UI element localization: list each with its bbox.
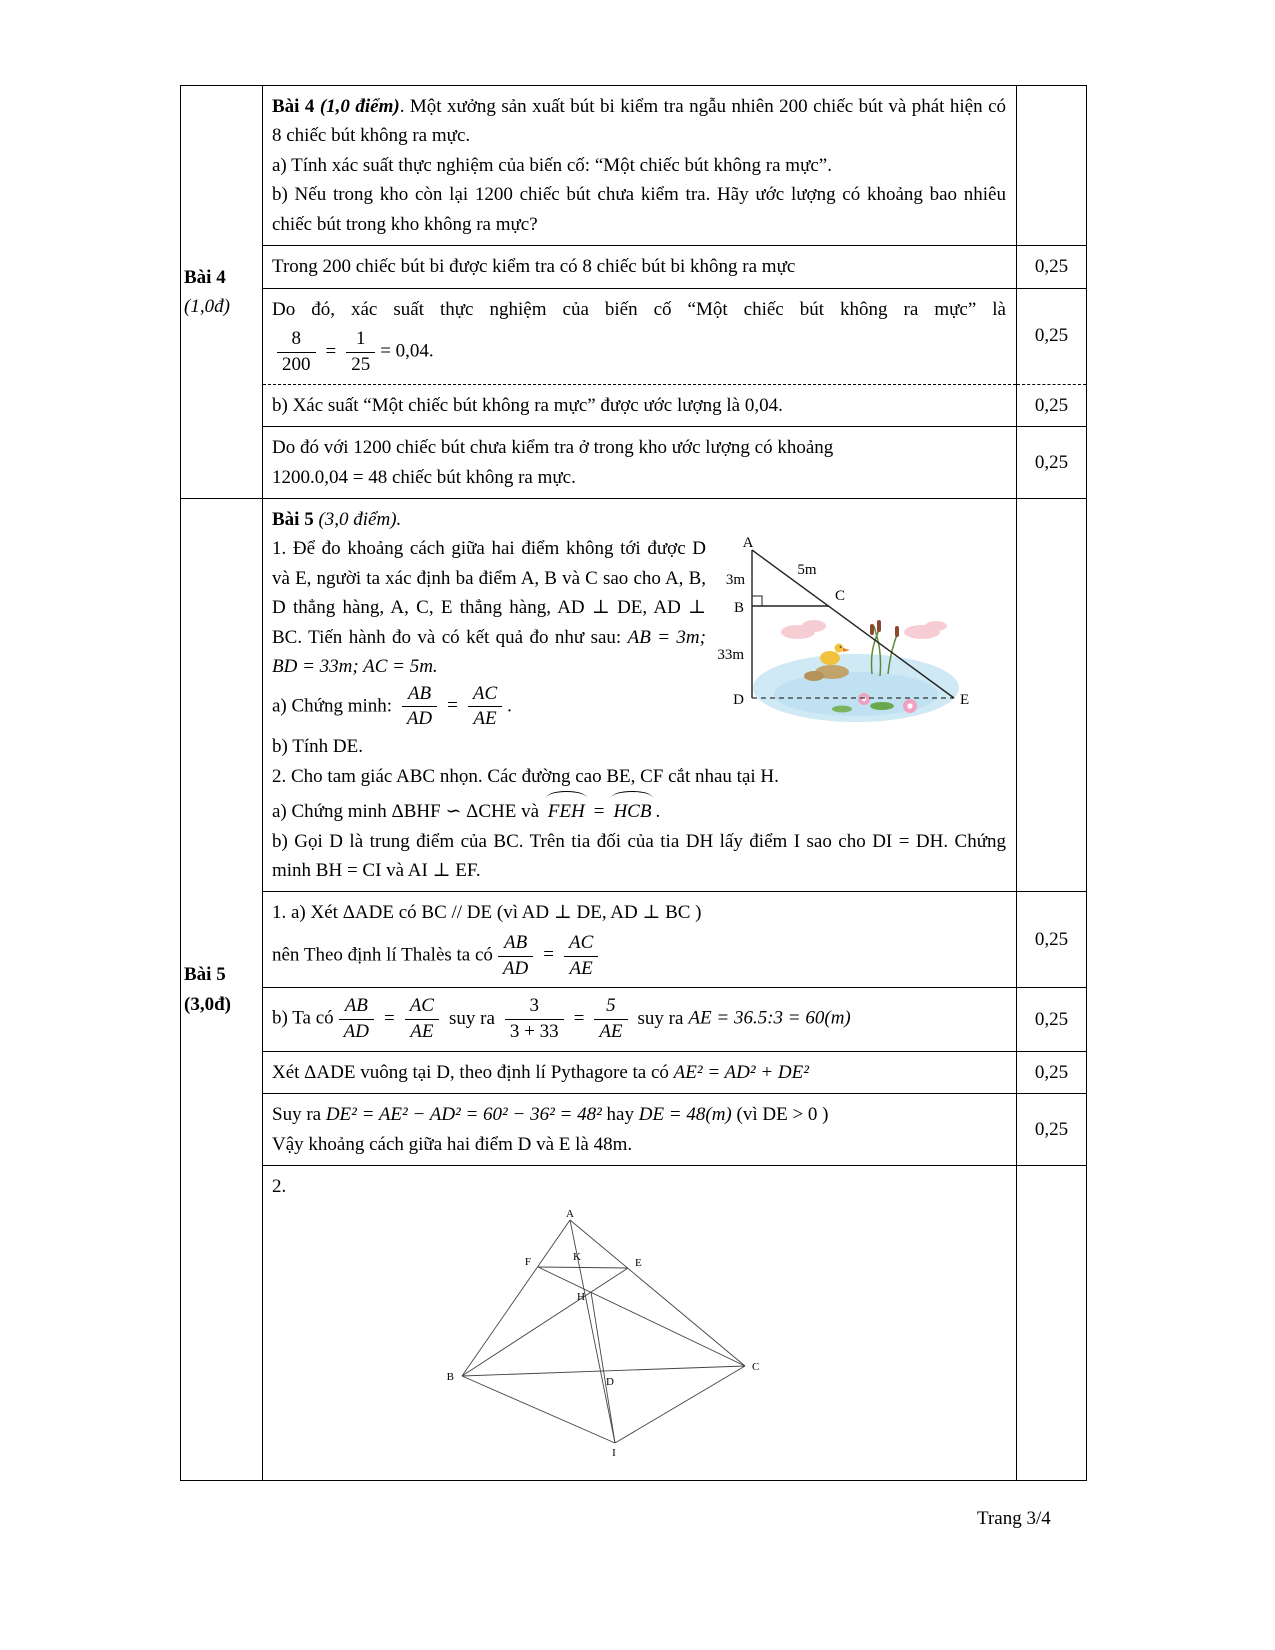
fraction-denominator: AE [410, 1021, 434, 1043]
fraction [468, 683, 502, 732]
fraction [564, 932, 598, 981]
label-B: B [733, 600, 744, 617]
bai4-intro-text: . Một xưởng sản xuất bút bi kiểm tra ngẫu nhiên 200 chiếc bút và phát hiện có 8 chiếc bút không ra mực. [272, 96, 1006, 147]
fraction-denominator: AE [599, 1021, 623, 1043]
fraction [277, 328, 316, 377]
bai5-label-cell [181, 498, 263, 1480]
bai5-s2-cell [263, 988, 1017, 1052]
bai4-r3-points: 0,25 [1017, 384, 1087, 426]
bai5-s3-line [272, 1058, 1006, 1087]
label-5m: 5m [797, 562, 817, 579]
fraction-denominator: 200 [282, 353, 311, 375]
bai5-s4-pre: Suy ra [272, 1104, 326, 1126]
bai5-p1-measurements: AB = 3m; BD = 33m; AC = 5m. [272, 626, 706, 678]
bai5-statement-cell [263, 498, 1017, 891]
bai5-s4-tail: (vì DE > 0 ) [731, 1104, 829, 1126]
label-K: K [573, 1250, 581, 1263]
label-C: C [835, 588, 846, 605]
fraction [405, 995, 439, 1044]
label-E: E [635, 1256, 642, 1269]
bai5-s3-pre: Xét ΔADE vuông tại D, theo định lí Pythagore ta có [272, 1062, 674, 1083]
bai5-s4-line1 [272, 1100, 1006, 1129]
bai5-problem-2b: b) Gọi D là trung điểm của BC. Trên tia đối của tia DH lấy điểm I sao cho DI = DH. Chứng minh BH = CI và AI ⊥ EF. [272, 830, 1006, 881]
bai5-label: Bài 5 [184, 964, 226, 986]
label-33m: 33m [717, 647, 744, 664]
bai5-title: Bài 5 [272, 508, 319, 530]
bai5-p1-text: 1. Để đo khoảng cách giữa hai điểm không tới được D và E, người ta xác định ba điểm A, B và C sao cho A, B, D thẳng hàng, A, C, E thẳng hàng, AD ⊥ DE, AD ⊥ BC. Tiến hành đo và có kết quả đo như sau: [272, 538, 706, 648]
fraction [339, 995, 374, 1044]
bai5-s5-cell [263, 1166, 1017, 1481]
equals-sign: = [543, 944, 554, 966]
bai4-title-note: (1,0 điểm) [319, 96, 400, 117]
figure2-labels [447, 1208, 760, 1459]
bai4-r1-points: 0,25 [1017, 246, 1087, 288]
bai5-row-3 [181, 1052, 1087, 1094]
bai4-statement-intro [272, 92, 1006, 151]
segment-HI [591, 1292, 615, 1443]
altitude-BE [462, 1268, 628, 1376]
bai4-r2-tail: = 0,04. [380, 340, 434, 362]
fraction-denominator: 3 + 33 [509, 1021, 559, 1043]
bai4-label-cell [181, 86, 263, 499]
page-number: Trang 3/4 [977, 1508, 1051, 1529]
bai4-r2-points: 0,25 [1017, 288, 1087, 384]
bai5-pa-pre: a) Chứng minh: [272, 695, 397, 717]
bai5-s2-pre: b) Ta có [272, 1008, 334, 1030]
equals-sign: = [573, 1008, 585, 1030]
bai5-s2-tail: AE = 36.5:3 = 60(m) [688, 1008, 851, 1030]
bai4-row-4 [181, 427, 1087, 499]
bai5-s4-eq1: DE² = AE² − AD² = 60² − 36² = 48² [325, 1104, 602, 1126]
bai5-row-4 [181, 1094, 1087, 1166]
bai5-s1-line2 [272, 931, 1006, 982]
fraction-denominator: AE [569, 957, 593, 979]
equals-sign: = [447, 695, 458, 717]
fraction-denominator: 25 [351, 353, 371, 375]
bai5-s1-line1: 1. a) Xét ΔADE có BC // DE (vì AD ⊥ DE, AD ⊥ BC ) [272, 902, 702, 924]
fraction-numerator: AC [405, 995, 439, 1020]
label-D: D [606, 1375, 614, 1388]
bai4-row-2 [181, 288, 1087, 384]
fraction-numerator: AC [564, 932, 598, 957]
bai4-r2-math [272, 327, 1006, 378]
bai5-s1-points: 0,25 [1017, 892, 1087, 988]
bai5-s3-equation: AE² = AD² + DE² [673, 1062, 809, 1083]
bai5-row-1 [181, 892, 1087, 988]
bai5-s4-points: 0,25 [1017, 1094, 1087, 1166]
fraction-denominator: AD [502, 957, 529, 979]
pond-triangle-figure [714, 536, 1004, 728]
segment-EF [538, 1267, 628, 1268]
rock-small [804, 671, 824, 681]
bai5-row-5 [181, 1166, 1087, 1481]
angle-FEH: FEH [545, 791, 588, 826]
bai5-label-note: (3,0đ) [184, 993, 231, 1015]
bai5-s2-mid1: suy ra [448, 1008, 495, 1030]
label-3m: 3m [725, 572, 745, 589]
altitude-CF [538, 1267, 745, 1366]
bai4-r4-line2: 1200.0,04 = 48 chiếc bút không ra mực. [272, 466, 576, 488]
bai5-s4-mid: hay [601, 1104, 639, 1126]
fraction-numerator: AB [402, 683, 437, 708]
angle-HCB: HCB [610, 791, 654, 826]
fraction [498, 932, 533, 981]
lily-pad [870, 702, 894, 710]
lily-pad [832, 706, 852, 713]
segment-AC [570, 1220, 745, 1366]
bai5-s4-cell [263, 1094, 1017, 1166]
bai5-part-b: b) Tính DE. [272, 736, 363, 758]
fraction-numerator: 8 [277, 328, 316, 353]
segment-AB [462, 1220, 570, 1376]
bai4-row-3 [181, 384, 1087, 426]
label-I: I [612, 1446, 616, 1459]
bai5-p2a-pre: a) Chứng minh ΔBHF ∽ ΔCHE và [272, 801, 544, 823]
bai4-part-b: b) Nếu trong kho còn lại 1200 chiếc bút chưa kiểm tra. Hãy ước lượng có khoảng bao nhiêu chiếc bút trong kho không ra mực? [272, 184, 1006, 235]
bai4-r3-cell [263, 384, 1017, 426]
pink-clouds [781, 620, 947, 639]
figure2-lines [462, 1220, 745, 1443]
bai4-title: Bài 4 [272, 96, 320, 117]
bai4-r4-points: 0,25 [1017, 427, 1087, 499]
bai5-s4-eq2: DE = 48(m) [638, 1104, 732, 1126]
bai5-title-note: (3,0 điểm). [318, 508, 402, 530]
bai5-s5-text: 2. [272, 1176, 287, 1198]
bai4-label-note: (1,0đ) [184, 295, 230, 317]
bai4-r4-line1: Do đó với 1200 chiếc bút chưa kiểm tra ở trong kho ước lượng có khoảng [272, 437, 834, 459]
label-F: F [524, 1255, 531, 1268]
segment-BI [462, 1376, 615, 1443]
bai5-statement-points-cell [1017, 498, 1087, 891]
fraction-denominator: AD [343, 1021, 369, 1043]
label-H: H [577, 1290, 585, 1303]
bai5-p2a-end: . [655, 801, 661, 823]
fraction-denominator: AE [473, 708, 497, 730]
bai4-row-1 [181, 246, 1087, 288]
fraction-denominator: AD [406, 708, 433, 730]
bai5-s1-pre: nên Theo định lí Thalès ta có [272, 944, 493, 966]
label-A: A [566, 1207, 574, 1220]
equals-sign: = [593, 801, 605, 823]
bai4-statement-cell [263, 86, 1017, 246]
fraction-numerator: 5 [594, 995, 627, 1020]
label-E: E [960, 692, 970, 709]
label-C: C [752, 1360, 760, 1373]
right-angle-marker [752, 596, 762, 606]
equals-sign: = [383, 1008, 395, 1030]
bai5-s5-points-cell [1017, 1166, 1087, 1481]
bai5-s2-line [272, 994, 1006, 1045]
bai4-statement-points-cell [1017, 86, 1087, 246]
bai4-r1-text: Trong 200 chiếc bút bi được kiểm tra có 8 chiếc bút bi không ra mực [272, 256, 796, 278]
measurement-figure [714, 536, 1006, 737]
triangle-orthocenter-figure [440, 1208, 775, 1463]
bai5-s3-cell [263, 1052, 1017, 1094]
bai5-statement-row [181, 498, 1087, 891]
bai5-s3-points: 0,25 [1017, 1052, 1087, 1094]
grading-table [180, 85, 1087, 1481]
fraction-numerator: AB [339, 995, 374, 1020]
label-B: B [446, 1370, 454, 1383]
fraction-numerator: 3 [505, 995, 564, 1020]
bai4-statement-row [181, 86, 1087, 246]
bai5-s2-mid2: suy ra [637, 1008, 684, 1030]
bai4-label: Bài 4 [184, 266, 226, 288]
bai5-row-2 [181, 988, 1087, 1052]
label-D: D [733, 692, 744, 709]
bai5-s2-points: 0,25 [1017, 988, 1087, 1052]
bai4-r3-text: b) Xác suất “Một chiếc bút không ra mực” được ước lượng là 0,04. [272, 394, 783, 416]
fraction [594, 995, 627, 1044]
bai4-part-a: a) Tính xác suất thực nghiệm của biến cố: “Một chiếc bút không ra mực”. [272, 154, 832, 176]
bai4-r2-text: Do đó, xác suất thực nghiệm của biến cố “Một chiếc bút không ra mực” là [272, 298, 1006, 320]
label-A: A [742, 536, 754, 552]
fraction [505, 995, 564, 1044]
fraction-numerator: AB [498, 932, 533, 957]
equals-sign: = [325, 340, 337, 362]
fraction [346, 328, 375, 377]
fraction [402, 683, 437, 732]
bai5-title-line [272, 505, 1006, 534]
bai5-s4-line2: Vậy khoảng cách giữa hai điểm D và E là 48m. [272, 1133, 633, 1155]
fraction-numerator: 1 [346, 328, 375, 353]
bai4-r1-cell [263, 246, 1017, 288]
orthocenter-figure [440, 1208, 1006, 1472]
bai4-r2-cell [263, 288, 1017, 384]
bai5-pa-end: . [507, 695, 512, 717]
bai5-problem-2a [272, 791, 1006, 826]
bai5-s1-cell [263, 892, 1017, 988]
fraction-numerator: AC [468, 683, 502, 708]
bai4-r4-cell [263, 427, 1017, 499]
segment-CI [615, 1366, 745, 1443]
bai5-problem-2: 2. Cho tam giác ABC nhọn. Các đường cao BE, CF cắt nhau tại H. [272, 765, 779, 787]
